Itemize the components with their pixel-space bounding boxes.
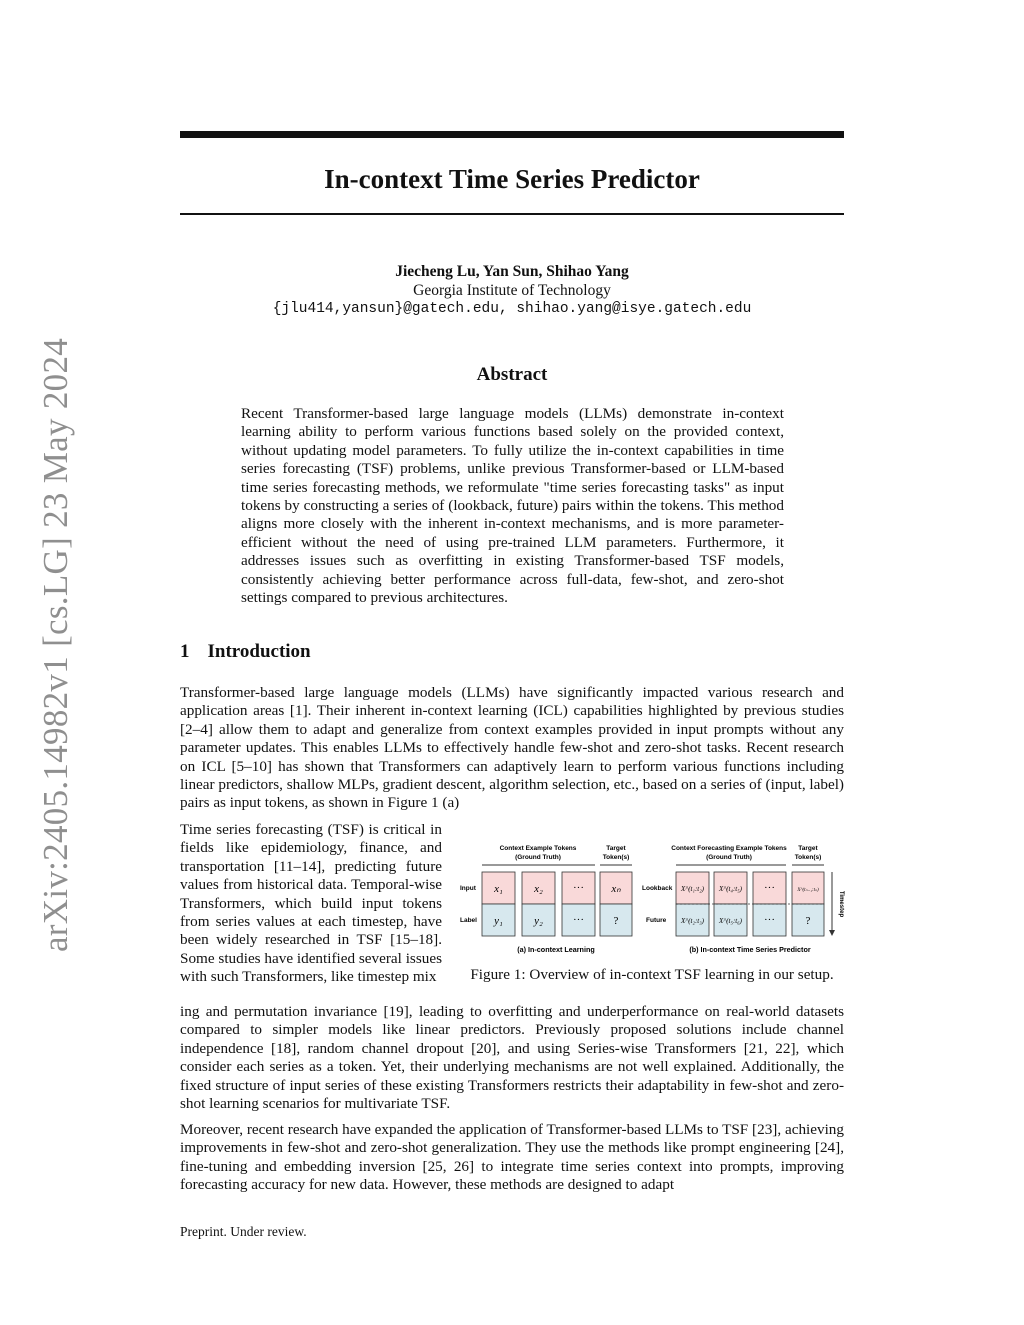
intro-paragraph-3: Moreover, recent research have expanded the application of Transformer-based LLMs to TSF [23], achieving improvements in few-shot and zero-shot generalization. They use the methods like prompt engineering [24], fine-tuning and embedding inversion [25, 26] to integrate time series context into prompts, improving forecasting accuracy for new data. However, these methods are designed to adapt [180, 1121, 844, 1194]
panel-b-context-header-line1: Context Forecasting Example Tokens [671, 845, 787, 852]
panel-a-target-header-line2: Token(s) [602, 854, 630, 861]
panel-a-target-token [600, 872, 632, 936]
panel-b-future-dots: ··· [764, 914, 775, 926]
author-emails: {jlu414,yansun}@gatech.edu, shihao.yang@isye.gatech.edu [272, 301, 752, 317]
timestep-axis-label: Timestep [838, 890, 844, 918]
paper-title: In-context Time Series Predictor [324, 164, 700, 194]
panel-a-token-1 [482, 872, 515, 936]
panel-b-row-future: Future [646, 917, 667, 924]
panel-a-question: ? [613, 915, 619, 927]
panel-b-token-2 [714, 872, 747, 936]
author-affiliation: Georgia Institute of Technology [413, 282, 611, 299]
panel-b-question: ? [805, 915, 811, 927]
panel-a-xn: xₙ [611, 883, 621, 895]
title-bottom-rule [180, 213, 844, 215]
intro-paragraph-2-wrapped: Time series forecasting (TSF) is critical in fields like epidemiology, finance, and transportation [11–14], predicting future values from historical data. Temporal-wise Transformers, which build input tokens from series values at each timestep, have been widely researched in TSF [15–18]. Some studies have identified several issues with such Transformers, like timestep mix [180, 821, 442, 986]
panel-b-context-header-line2: (Ground Truth) [706, 854, 752, 861]
figure-1-caption: Figure 1: Overview of in-context TSF learning in our setup. [470, 966, 834, 983]
section-number: 1 [180, 641, 190, 662]
panel-b-target-header-line1: Target [798, 845, 818, 852]
abstract-heading: Abstract [476, 364, 548, 385]
figure-1 [456, 838, 848, 968]
author-block [180, 262, 844, 319]
panel-a-y1: y₁ [494, 915, 503, 927]
panel-a-x2: x₂ [534, 883, 543, 895]
panel-b-target-header-line2: Token(s) [794, 854, 822, 861]
panel-a-x1: x₁ [494, 883, 503, 895]
panel-a-row-input: Input [460, 885, 476, 892]
panel-a-row-label: Label [460, 917, 477, 924]
panel-b-row-lookback: Lookback [642, 885, 673, 892]
panel-b-future-1: X^(t₂:t₃) [681, 917, 704, 925]
panel-b-lookback-n: X^(tₙ₋₁:tₙ) [797, 888, 819, 893]
panel-a-xdots: ··· [573, 882, 584, 894]
panel-a-y2: y₂ [534, 915, 543, 927]
footer-note: Preprint. Under review. [180, 1224, 307, 1239]
panel-a-ydots: ··· [573, 914, 584, 926]
timestep-axis-arrow [829, 872, 835, 936]
panel-a-target-header-line1: Target [606, 845, 626, 852]
section-title: Introduction [207, 641, 311, 662]
arxiv-identifier-stamp: arXiv:2405.14982v1 [cs.LG] 23 May 2024 [36, 337, 75, 953]
intro-paragraph-2-continued: ing and permutation invariance [19], leading to overfitting and underperformance on real-world datasets compared to simpler models like linear predictors. Previously proposed solutions include channel independence [18], random channel dropout [20], and using Series-wise Transformers [21, 22], which consider each series as a token. Yet, their underlying mechanisms are not well explained. Additionally, the fixed structure of input series of these existing Transformers restricts their adaptability in few-shot and zero-shot learning scenarios for multivariate TSF. [180, 1003, 844, 1113]
panel-b-lookback-2: X^(t₄:t₅) [719, 885, 742, 893]
panel-a-token-dots [562, 872, 595, 936]
panel-b-lookback-1: X^(t₁:t₂) [681, 885, 704, 893]
panel-a-context-header-line1: Context Example Tokens [499, 845, 577, 852]
intro-paragraph-1: Transformer-based large language models (LLMs) have significantly impacted various research and application areas [1]. Their inherent in-context learning (ICL) capabilities highlighted by previous studies [2–4] allow them to adapt and generalize from context examples provided in input prompts without any parameter updates. This enables LLMs to effectively handle few-shot and zero-shot tasks. Recent research on ICL [5–10] has shown that Transformers can adaptively learn to perform various functions including linear predictors, shallow MLPs, gradient descent, algorithm selection, etc., based on a series of (input, label) pairs as input tokens, as shown in Figure 1 (a) [180, 684, 844, 812]
abstract-text: Recent Transformer-based large language models (LLMs) demonstrate in-context learning ability to perform various functions based solely on the provided context, without updating model parameters. To fully utilize the in-context capabilities in time series forecasting (TSF) problems, unlike previous Transformer-based or LLM-based time series forecasting methods, we reformulate "time series forecasting tasks" as input tokens by constructing a series of (lookback, future) pairs within the tokens. This method aligns more closely with the inherent in-context mechanisms, and is more parameter-efficient without the need of using pre-trained LLM parameters. Furthermore, it addresses issues such as overfitting in existing Transformer-based TSF models, consistently achieving better performance across full-data, few-shot, and zero-shot settings compared to previous architectures. [241, 405, 784, 607]
panel-a-subcaption: (a) In-context Learning [517, 945, 595, 954]
panel-b-lookback-dots: ··· [764, 882, 775, 894]
panel-b-subcaption: (b) In-context Time Series Predictor [689, 945, 811, 954]
author-names: Jiecheng Lu, Yan Sun, Shihao Yang [395, 263, 629, 280]
panel-a-token-2 [522, 872, 555, 936]
section-heading-introduction [180, 641, 311, 663]
title-top-rule [180, 131, 844, 138]
panel-b-future-2: X^(t₅:t₆) [719, 917, 742, 925]
panel-a-context-header-line2: (Ground Truth) [515, 854, 561, 861]
